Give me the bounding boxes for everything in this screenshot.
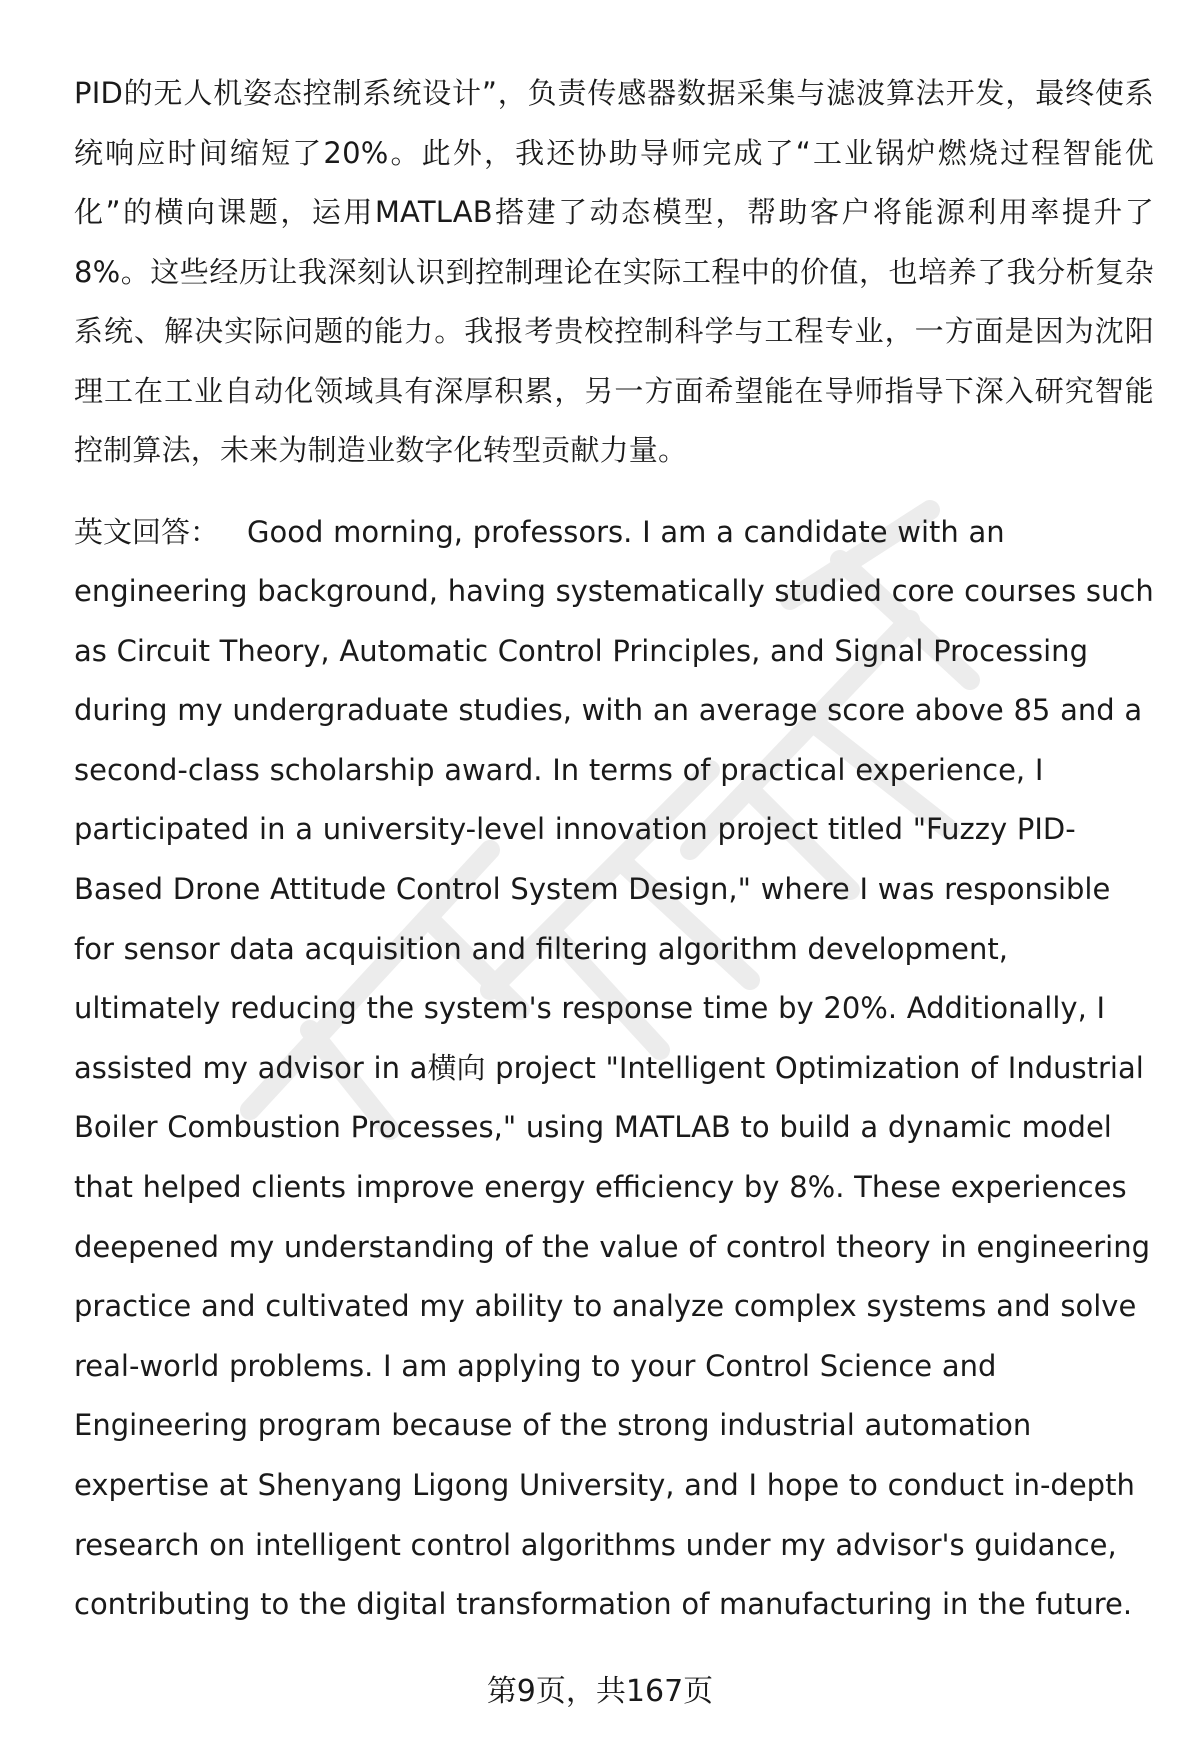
document-body <box>74 64 1154 1635</box>
english-answer-label: 英文回答： <box>74 514 220 549</box>
chinese-answer-paragraph: PID的无人机姿态控制系统设计”，负责传感器数据采集与滤波算法开发，最终使系统响应时间缩短了20%。此外，我还协助导师完成了“工业锅炉燃烧过程智能优化”的横向课题，运用MATLAB搭建了动态模型，帮助客户将能源利用率提升了8%。这些经历让我深刻认识到控制理论在实际工程中的价值，也培养了我分析复杂系统、解决实际问题的能力。我报考贵校控制科学与工程专业，一方面是因为沈阳理工在工业自动化领域具有深厚积累，另一方面希望能在导师指导下深入研究智能控制算法，未来为制造业数字化转型贡献力量。 <box>74 76 1154 467</box>
english-answer-paragraph <box>74 503 1154 1635</box>
english-answer-text: Good morning, professors. I am a candidate with an engineering background, having systematically studied core courses such as Circuit Theory, Automatic Control Principles, and Signal Processing during my undergraduate studies, with an average score above 85 and a second-class scholarship award. In terms of practical experience, I participated in a university-level innovation project titled "Fuzzy PID-Based Drone Attitude Control System Design," where I was responsible for sensor data acquisition and filtering algorithm development, ultimately reducing the system's response time by 20%. Additionally, I assisted my advisor in a横向 project "Intelligent Optimization of Industrial Boiler Combustion Processes," using MATLAB to build a dynamic model that helped clients improve energy efficiency by 8%. These experiences deepened my understanding of the value of control theory in engineering practice and cultivated my ability to analyze complex systems and solve real-world problems. I am applying to your Control Science and Engineering program because of the strong industrial automation expertise at Shenyang Ligong University, and I hope to conduct in-depth research on intelligent control algorithms under my advisor's guidance, contributing to the digital transformation of manufacturing in the future. <box>74 514 1154 1622</box>
page-number: 第9页，共167页 <box>486 1674 714 1709</box>
